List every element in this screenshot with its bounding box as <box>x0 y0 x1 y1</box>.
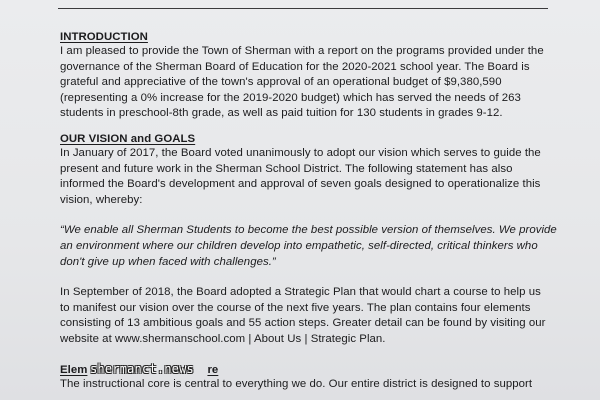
introduction-line: (representing a 0% increase for the 2019-2020 budget) which has served the needs of 263 <box>60 91 521 104</box>
watermark-text: shermanct.news <box>90 361 194 376</box>
document-body <box>60 30 560 392</box>
element-paragraph <box>60 377 560 393</box>
quote-line: an environment where our children develop into empathetic, self-directed, critical thinkers who <box>60 239 538 252</box>
quote-line: don't give up when faced with challenges.” <box>60 255 276 268</box>
vision-heading: OUR VISION and GOALS <box>60 132 196 145</box>
plan-line: website at www.shermanschool.com | About Us | Strategic Plan. <box>60 332 386 345</box>
introduction-line: governance of the Sherman Board of Education for the 2020-2021 school year. The Board is <box>60 60 530 73</box>
quote-line: “We enable all Sherman Students to become the best possible version of themselves. We provide <box>60 224 557 237</box>
element-line: The instructional core is central to everything we do. Our entire district is designed to support <box>60 377 533 390</box>
introduction-line: grateful and appreciative of the town's approval of an operational budget of $9,380,590 <box>60 76 502 89</box>
strategic-plan-paragraph <box>60 285 560 347</box>
vision-paragraph <box>60 146 560 208</box>
plan-line: to manifest our vision over the course of the next five years. The plan contains four elements <box>60 301 531 314</box>
vision-quote <box>60 223 560 270</box>
vision-line: In January of 2017, the Board voted unanimously to adopt our vision which serves to guide the <box>60 146 541 159</box>
introduction-paragraph <box>60 44 560 122</box>
vision-line: informed the Board's development and approval of seven goals designed to operationalize this <box>60 178 541 191</box>
introduction-line: I am pleased to provide the Town of Sherman with a report on the programs provided under the <box>60 45 544 57</box>
plan-line: In September of 2018, the Board adopted a Strategic Plan that would chart a course to help us <box>60 286 541 299</box>
element-heading-start: Elem <box>60 363 88 376</box>
vision-line: present and future work in the Sherman School District. The following statement has also <box>60 162 513 175</box>
top-divider <box>58 0 548 9</box>
element-heading-row <box>60 363 560 377</box>
element-heading-end: re <box>207 363 219 376</box>
vision-line: vision, whereby: <box>60 193 143 206</box>
plan-line: consisting of 13 ambitious goals and 55 action steps. Greater detail can be found by visiting our <box>60 317 546 330</box>
introduction-line: students in preschool-8th grade, as well as paid tuition for 130 students in grades 9-12. <box>60 107 503 120</box>
introduction-heading: INTRODUCTION <box>60 31 148 43</box>
